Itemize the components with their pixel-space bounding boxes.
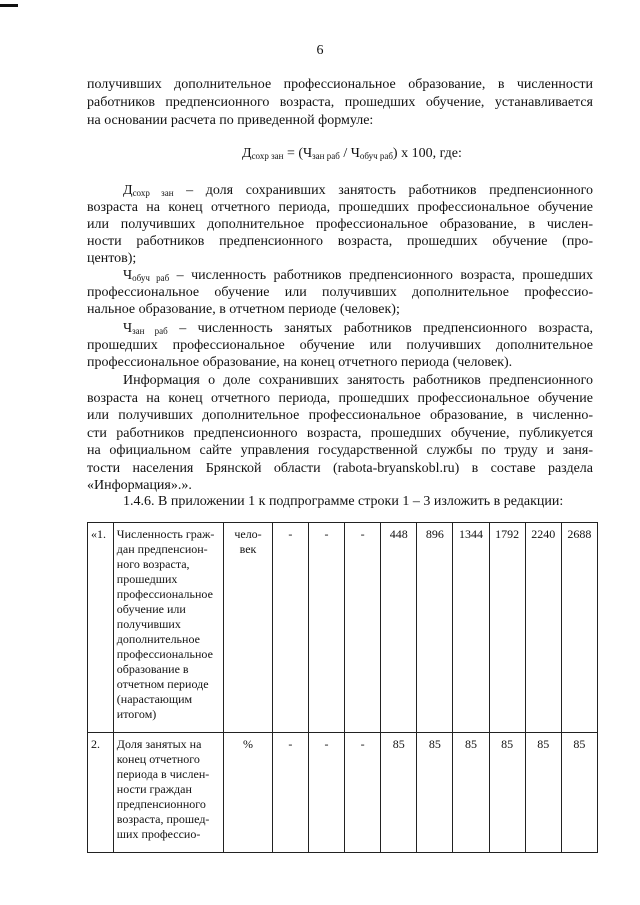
def2-line-3: нальное образование, в отчетном периоде (человек); [87,302,400,317]
def1-first-rest: – доля сохранивших занятость работников предпенсионного [173,183,593,198]
indicator-table [87,522,598,853]
def3-first-rest: – численность занятых работников предпенсионного возраста, [167,321,593,336]
row-cell-value: 85 [417,733,453,853]
formula-n1: Ч [303,146,313,161]
formula-tail: ) х 100, где: [392,146,462,161]
row-cell-value: 85 [561,733,597,853]
formula-n2: Ч [350,146,360,161]
intro-line-3: на основании расчета по приведенной формуле: [87,113,374,128]
info-line-1: Информация о доле сохранивших занятость работников предпенсионного [123,373,593,388]
row-cell-value: 1344 [453,523,489,733]
formula-div: / [339,146,351,161]
def1-line-3: или получивших дополнительное профессиональное образование, в числен- [87,217,593,232]
row-cell-value: 85 [489,733,525,853]
def3-symbol: Ч [123,321,133,336]
def3-sub: зан раб [132,326,168,336]
row-indicator-name: Доля занятых на конец отчетного периода в числен-ности граждан предпенсионного возраста, прошед-ших профессио- [113,733,223,853]
def1-line-2: возраста на конец отчетного периода, прошедших профессиональное обучение [87,200,593,215]
info-line-7: «Информация».». [87,478,192,493]
row-number: 2. [88,733,114,853]
def1-first-line [87,182,593,201]
def1-sub: сохр зан [132,188,174,198]
def1-line-5: центов); [87,251,137,266]
def3-first-line [87,320,593,339]
row-cell-value: 896 [417,523,453,733]
def3-line-3: профессиональное образование, на конец отчетного периода (человек). [87,355,513,370]
row-cell-value: 2688 [561,523,597,733]
row-cell-dash: - [345,733,381,853]
row-indicator-name: Численность граж-дан предпенсион-ного возраста, прошедших профессиональное обучение или получивших дополнительное профессиональное образование в отчетном периоде (нарастающим итогом) [113,523,223,733]
row-cell-dash: - [308,523,344,733]
row-cell-value: 85 [525,733,561,853]
row-cell-value: 85 [381,733,417,853]
row-cell-value: 1792 [489,523,525,733]
row-cell-value: 448 [381,523,417,733]
row-cell-dash: - [272,733,308,853]
page-number: 6 [316,43,324,58]
table-row [88,733,598,853]
row-number: «1. [88,523,114,733]
info-line-5: на официальном сайте управления государственной службы по труду и заня- [87,443,593,458]
info-line-4: сти работников предпенсионного возраста, прошедших обучение, публикуется [87,426,593,441]
def1-symbol: Д [123,183,133,198]
info-line-6: тости населения Брянской области (rabota-bryanskobl.ru) в составе раздела [87,461,593,476]
row-cell-dash: - [308,733,344,853]
row-cell-dash: - [272,523,308,733]
formula-n2-sub: обуч раб [359,151,393,161]
def2-symbol: Ч [123,268,133,283]
row-cell-dash: - [345,523,381,733]
row-unit: % [224,733,273,853]
def2-line-2: профессиональное обучение или получивших дополнительное профессио- [87,285,593,300]
def3-line-2: прошедших профессиональное обучение или получивших дополнительное [87,338,593,353]
table-row [88,523,598,733]
row-unit: чело-век [224,523,273,733]
def2-first-line [87,267,593,286]
row-cell-value: 85 [453,733,489,853]
formula-d: Д [242,146,252,161]
formula-eq: = ( [283,146,304,161]
formula-d-sub: сохр зан [251,151,284,161]
def2-first-rest: – численность работников предпенсионного возраста, прошедших [169,268,593,283]
intro-line-2: работников предпенсионного возраста, прошедших обучение, устанавливается [87,95,593,110]
info-line-2: возраста на конец отчетного периода, прошедших профессиональное обучение [87,391,593,406]
formula-n1-sub: зан раб [312,151,340,161]
scan-corner-mark [0,4,18,7]
def1-line-4: ности работников предпенсионного возраста, прошедших обучение (про- [87,234,593,249]
row-cell-value: 2240 [525,523,561,733]
info-line-3: или получивших дополнительное профессиональное образование, в численно- [87,408,593,423]
def2-sub: обуч раб [132,273,170,283]
formula [242,146,462,162]
intro-line-1: получивших дополнительное профессиональное образование, в численности [87,77,593,92]
amendment-line: 1.4.6. В приложении 1 к подпрограмме строки 1 – 3 изложить в редакции: [123,494,564,509]
